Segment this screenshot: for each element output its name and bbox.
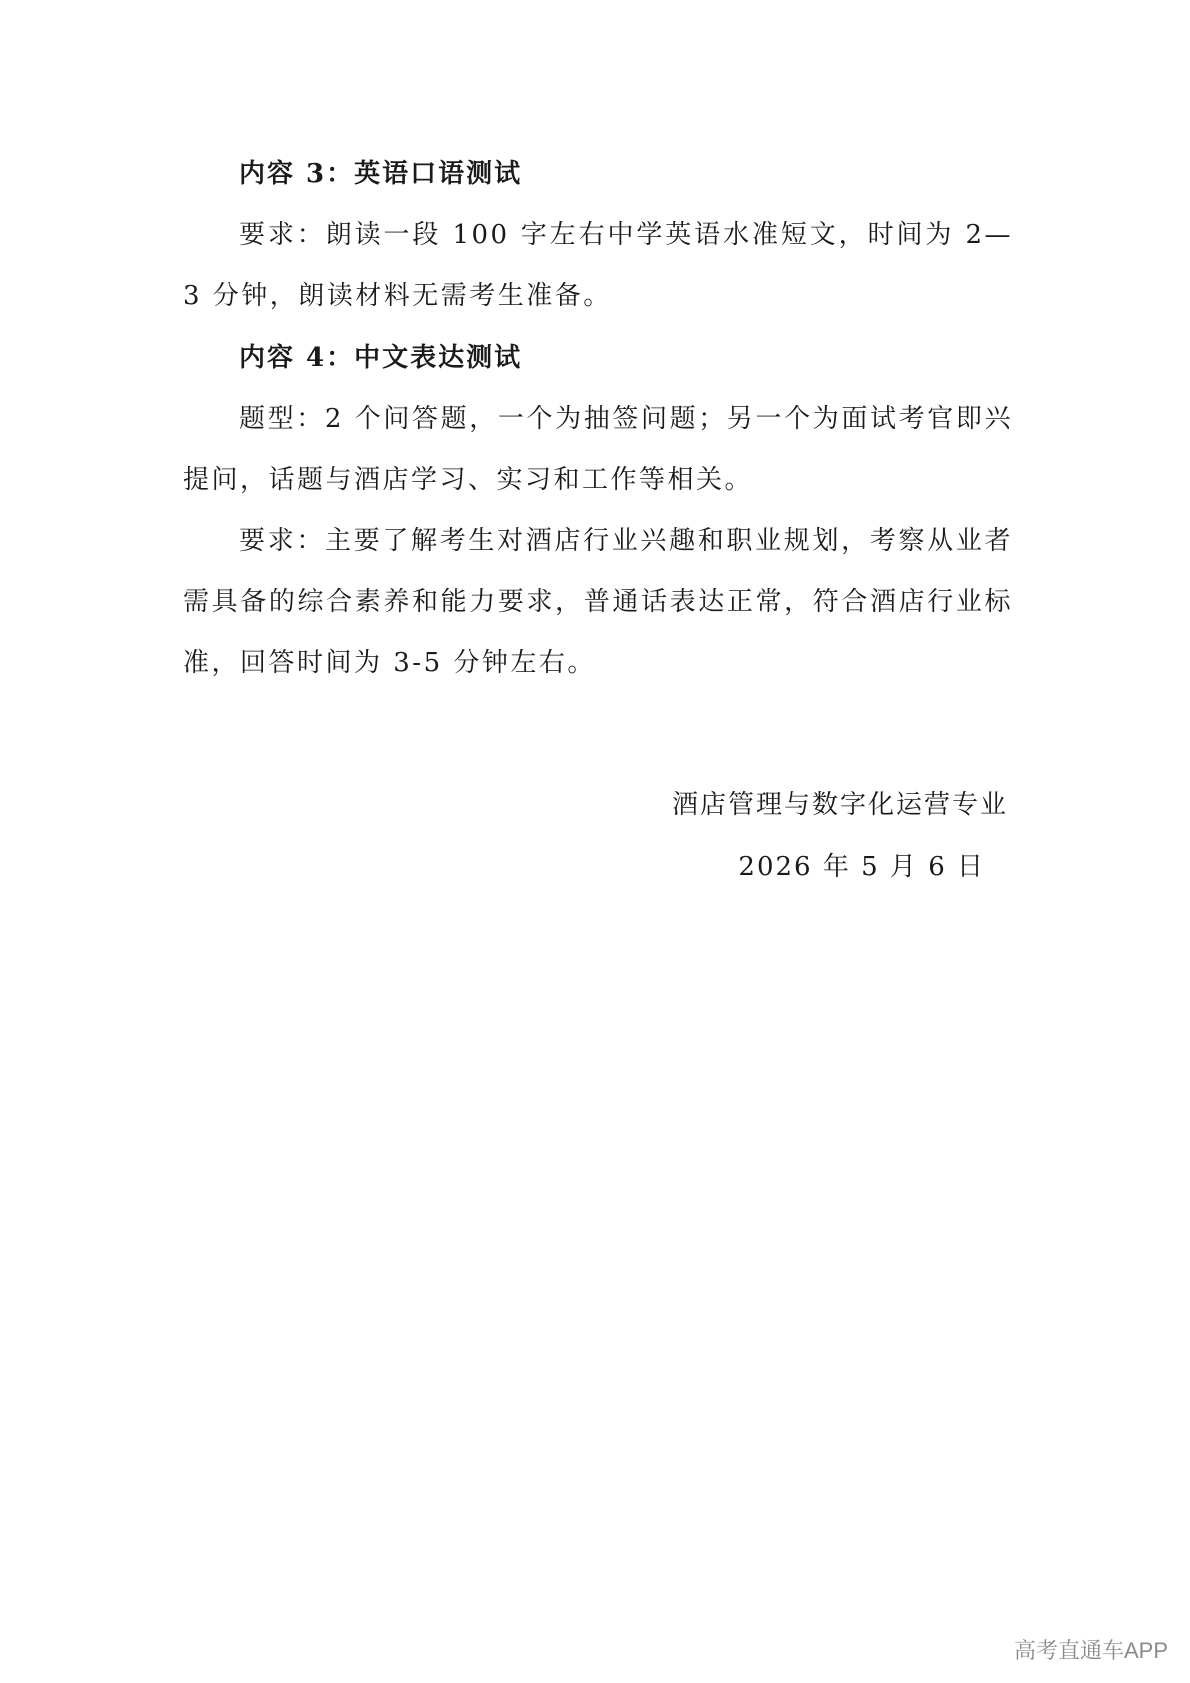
- paragraph-chinese-requirement: 要求：主要了解考生对酒店行业兴趣和职业规划，考察从业者需具备的综合素养和能力要求，普通话表达正常，符合酒店行业标准，回答时间为 3-5 分钟左右。: [183, 526, 1013, 678]
- section-heading-english-test: 内容 3：英语口语测试: [239, 159, 523, 189]
- signature-date: 2026 年 5 月 6 日: [738, 852, 985, 882]
- section-heading-chinese-test: 内容 4：中文表达测试: [239, 343, 523, 373]
- document-body: [183, 150, 1013, 701]
- paragraph-chinese-question-type: 题型：2 个问答题，一个为抽签问题；另一个为面试考官即兴提问，话题与酒店学习、实习和工作等相关。: [183, 404, 1013, 495]
- watermark-text: 高考直通车APP: [1013, 1638, 1168, 1663]
- signature-organization: 酒店管理与数字化运营专业: [671, 790, 1008, 820]
- paragraph-english-requirement: 要求：朗读一段 100 字左右中学英语水准短文，时间为 2—3 分钟，朗读材料无需考生准备。: [183, 220, 1013, 311]
